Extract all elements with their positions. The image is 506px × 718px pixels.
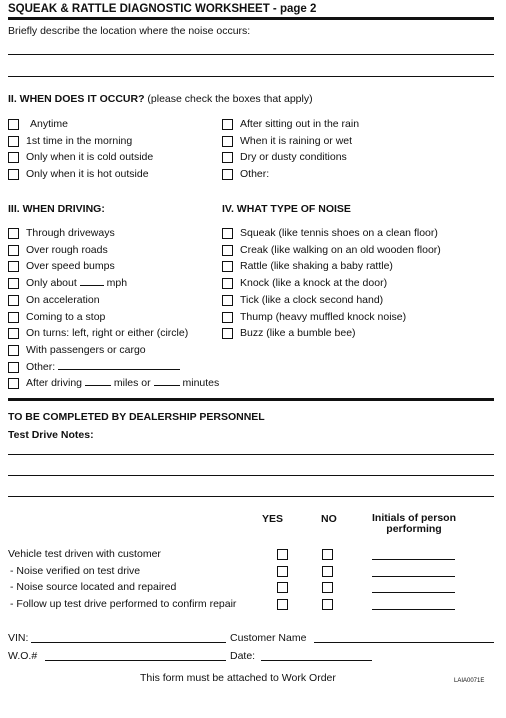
- wo-field[interactable]: [45, 660, 226, 661]
- driving-5-label: [26, 311, 105, 323]
- notes-line-3[interactable]: [8, 496, 494, 497]
- occur-left-1-text: 1st time in the morning: [26, 134, 133, 147]
- minutes-unit: minutes: [182, 377, 220, 390]
- driving-7-label: [26, 344, 146, 356]
- dealer-row-0-yes-checkbox[interactable]: [277, 549, 288, 560]
- occur-left-0-checkbox[interactable]: [8, 119, 19, 130]
- vin-label: VIN:: [8, 632, 29, 644]
- wo-label: W.O.#: [8, 650, 38, 662]
- dealer-row-3-no-checkbox[interactable]: [322, 599, 333, 610]
- noise-3-checkbox[interactable]: [222, 278, 233, 289]
- mph-unit: mph: [106, 277, 128, 290]
- location-prompt: Briefly describe the location where the noise occurs:: [8, 25, 251, 37]
- noise-4-text: Tick (like a clock second hand): [240, 293, 384, 306]
- driving-1-checkbox[interactable]: [8, 245, 19, 256]
- noise-1-text: Creak (like walking on an old wooden floor): [240, 243, 441, 256]
- driving-1-text: Over rough roads: [26, 243, 108, 256]
- occur-right-0-checkbox[interactable]: [222, 119, 233, 130]
- driving-3-label: [26, 277, 127, 289]
- driving-6-text: On turns: left, right or either (circle): [26, 327, 189, 340]
- noise-5-label: [240, 311, 406, 323]
- occur-right-2-label: [240, 151, 347, 163]
- occur-left-0-text: Anytime: [30, 118, 68, 130]
- customer-name-label: Customer Name: [230, 632, 307, 644]
- driving-6-label: [26, 327, 188, 339]
- driving-9-checkbox[interactable]: [8, 378, 19, 389]
- noise-2-label: [240, 260, 393, 272]
- noise-6-label: [240, 327, 356, 339]
- occur-left-2-text: Only when it is cold outside: [26, 151, 154, 164]
- driving-0-checkbox[interactable]: [8, 228, 19, 239]
- location-line-2[interactable]: [8, 76, 494, 77]
- driving-3-checkbox[interactable]: [8, 278, 19, 289]
- noise-2-text: Rattle (like shaking a baby rattle): [240, 260, 393, 273]
- miles-blank[interactable]: [85, 377, 111, 386]
- dealer-row-1-yes-checkbox[interactable]: [277, 566, 288, 577]
- dealer-row-1-no-checkbox[interactable]: [322, 566, 333, 577]
- occur-right-0-label: [240, 118, 359, 130]
- driving-2-text: Over speed bumps: [26, 260, 115, 273]
- driving-4-label: [26, 294, 100, 306]
- driving-7-checkbox[interactable]: [8, 345, 19, 356]
- form-code: LAIA0071E: [454, 678, 485, 684]
- dealer-divider: [8, 398, 494, 401]
- occur-right-0-text: After sitting out in the rain: [240, 118, 360, 130]
- noise-1-checkbox[interactable]: [222, 245, 233, 256]
- occur-left-3-checkbox[interactable]: [8, 169, 19, 180]
- driving-8-text: Other:: [26, 360, 56, 373]
- date-field[interactable]: [261, 660, 372, 661]
- occur-left-1-checkbox[interactable]: [8, 136, 19, 147]
- dealer-row-1-initials-field[interactable]: [372, 576, 455, 577]
- notes-line-2[interactable]: [8, 475, 494, 476]
- section-2-title: II. WHEN DOES IT OCCUR?: [8, 93, 145, 105]
- noise-4-label: [240, 294, 383, 306]
- driving-9-label: [26, 377, 219, 389]
- date-label: Date:: [230, 650, 256, 662]
- noise-6-checkbox[interactable]: [222, 328, 233, 339]
- occur-right-2-checkbox[interactable]: [222, 152, 233, 163]
- noise-3-label: [240, 277, 387, 289]
- page-title: SQUEAK & RATTLE DIAGNOSTIC WORKSHEET - page 2: [8, 3, 317, 15]
- dealer-row-2-label: - Noise source located and repaired: [10, 581, 177, 594]
- driving-1-label: [26, 244, 108, 256]
- occur-left-0-label: [30, 118, 68, 130]
- driving-7-text: With passengers or cargo: [26, 343, 146, 356]
- noise-5-text: Thump (heavy muffled knock noise): [240, 310, 407, 323]
- noise-2-checkbox[interactable]: [222, 261, 233, 272]
- section-4-title: IV. WHAT TYPE OF NOISE: [222, 203, 351, 215]
- miles-or-text: miles or: [113, 377, 151, 390]
- location-line-1[interactable]: [8, 54, 494, 55]
- dealer-heading: TO BE COMPLETED BY DEALERSHIP PERSONNEL: [8, 411, 265, 423]
- attach-note: This form must be attached to Work Order: [140, 672, 336, 684]
- header-divider: [8, 17, 494, 20]
- occur-left-3-label: [26, 168, 149, 180]
- occur-right-3-checkbox[interactable]: [222, 169, 233, 180]
- dealer-row-3-initials-field[interactable]: [372, 609, 455, 610]
- driving-2-label: [26, 260, 115, 272]
- yes-column-header: YES: [262, 513, 284, 525]
- driving-2-checkbox[interactable]: [8, 261, 19, 272]
- vin-field[interactable]: [31, 642, 226, 643]
- noise-6-text: Buzz (like a bumble bee): [240, 327, 356, 340]
- dealer-row-0-label: Vehicle test driven with customer: [8, 548, 161, 560]
- dealer-row-3-yes-checkbox[interactable]: [277, 599, 288, 610]
- occur-right-1-text: When it is raining or wet: [240, 134, 353, 147]
- test-drive-notes-label: Test Drive Notes:: [8, 429, 94, 441]
- occur-right-2-text: Dry or dusty conditions: [240, 151, 347, 164]
- occur-left-1-label: [26, 135, 132, 147]
- occur-right-1-checkbox[interactable]: [222, 136, 233, 147]
- section-3-title: III. WHEN DRIVING:: [8, 203, 105, 215]
- noise-1-label: [240, 244, 441, 256]
- noise-5-checkbox[interactable]: [222, 312, 233, 323]
- driving-6-checkbox[interactable]: [8, 328, 19, 339]
- driving-0-label: [26, 227, 115, 239]
- noise-0-text: Squeak (like tennis shoes on a clean floor): [240, 227, 438, 239]
- noise-3-text: Knock (like a knock at the door): [240, 277, 388, 290]
- minutes-blank[interactable]: [154, 377, 180, 386]
- driving-5-text: Coming to a stop: [26, 310, 106, 323]
- noise-0-label: [240, 227, 438, 239]
- driving-9-text: After driving: [26, 377, 83, 390]
- section-2-heading: [8, 93, 313, 105]
- dealer-row-0-no-checkbox[interactable]: [322, 549, 333, 560]
- occur-left-3-text: Only when it is hot outside: [26, 168, 149, 181]
- dealer-row-0-initials-field[interactable]: [372, 559, 455, 560]
- occur-right-1-label: [240, 135, 352, 147]
- noise-0-checkbox[interactable]: [222, 228, 233, 239]
- notes-line-1[interactable]: [8, 454, 494, 455]
- occur-left-2-label: [26, 151, 153, 163]
- dealer-row-3-label: - Follow up test drive performed to confirm repair: [10, 598, 237, 611]
- customer-name-field[interactable]: [314, 642, 494, 643]
- driving-5-checkbox[interactable]: [8, 312, 19, 323]
- driving-4-checkbox[interactable]: [8, 295, 19, 306]
- mph-blank[interactable]: [80, 277, 104, 286]
- occur-left-2-checkbox[interactable]: [8, 152, 19, 163]
- initials-column-header: Initials of person performing: [371, 512, 456, 535]
- dealer-row-2-yes-checkbox[interactable]: [277, 582, 288, 593]
- section-2-note: (please check the boxes that apply): [147, 93, 313, 105]
- driving-other-blank[interactable]: [58, 361, 180, 370]
- dealer-row-2-no-checkbox[interactable]: [322, 582, 333, 593]
- no-column-header: NO: [321, 513, 337, 525]
- occur-right-3-text: Other:: [240, 168, 270, 181]
- driving-0-text: Through driveways: [26, 227, 115, 239]
- driving-4-text: On acceleration: [26, 293, 100, 306]
- driving-8-label: [26, 361, 180, 373]
- driving-3-text: Only about: [26, 277, 77, 290]
- noise-4-checkbox[interactable]: [222, 295, 233, 306]
- dealer-row-1-label: - Noise verified on test drive: [10, 564, 141, 577]
- dealer-row-2-initials-field[interactable]: [372, 592, 455, 593]
- occur-right-3-label: [240, 168, 269, 180]
- driving-8-checkbox[interactable]: [8, 362, 19, 373]
